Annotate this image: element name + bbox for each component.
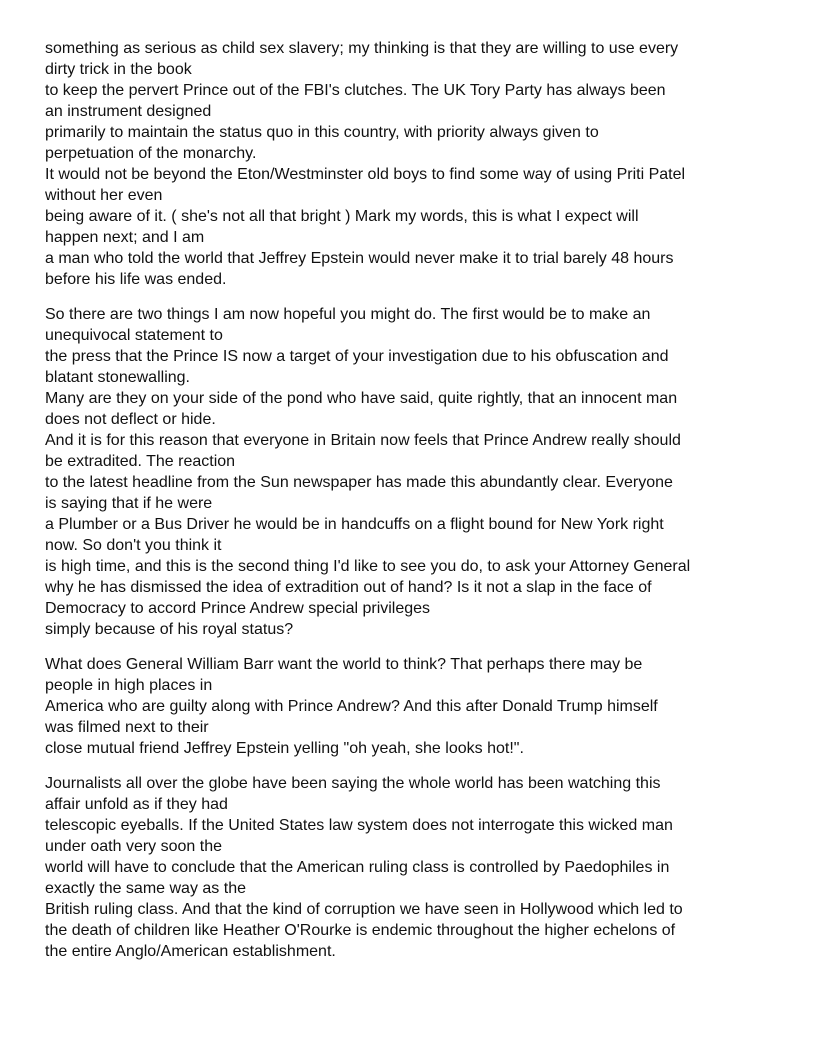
text-line: to keep the pervert Prince out of the FBI's clutches. The UK Tory Party has always been bbox=[45, 82, 666, 99]
text-line: the entire Anglo/American establishment. bbox=[45, 943, 336, 960]
text-line: telescopic eyeballs. If the United States law system does not interrogate this wicked man bbox=[45, 817, 673, 834]
text-line: Democracy to accord Prince Andrew special privileges bbox=[45, 600, 431, 617]
text-line: be extradited. The reaction bbox=[45, 453, 236, 470]
text-line: does not deflect or hide. bbox=[45, 411, 216, 428]
text-line: It would not be beyond the Eton/Westminster old boys to find some way of using Priti Patel bbox=[45, 166, 686, 183]
text-line: happen next; and I am bbox=[45, 229, 205, 246]
text-line: unequivocal statement to bbox=[45, 327, 223, 344]
text-line: people in high places in bbox=[45, 677, 213, 694]
text-line: is high time, and this is the second thing I'd like to see you do, to ask your Attorney General bbox=[45, 558, 691, 575]
text-line: And it is for this reason that everyone in Britain now feels that Prince Andrew really should bbox=[45, 432, 681, 449]
text-line: now. So don't you think it bbox=[45, 537, 222, 554]
text-line: primarily to maintain the status quo in this country, with priority always given to bbox=[45, 124, 599, 141]
text-line: world will have to conclude that the American ruling class is controlled by Paedophiles in bbox=[45, 859, 670, 876]
text-line: British ruling class. And that the kind of corruption we have seen in Hollywood which led to bbox=[45, 901, 683, 918]
text-line: being aware of it. ( she's not all that bright ) Mark my words, this is what I expect will bbox=[45, 208, 639, 225]
text-line: exactly the same way as the bbox=[45, 880, 246, 897]
document-page bbox=[45, 38, 780, 976]
text-line: an instrument designed bbox=[45, 103, 212, 120]
text-line: Many are they on your side of the pond who have said, quite rightly, that an innocent man bbox=[45, 390, 678, 407]
text-line: to the latest headline from the Sun newspaper has made this abundantly clear. Everyone bbox=[45, 474, 673, 491]
text-line: Journalists all over the globe have been saying the whole world has been watching this bbox=[45, 775, 661, 792]
paragraph-1 bbox=[45, 38, 780, 290]
text-line: simply because of his royal status? bbox=[45, 621, 294, 638]
text-line: why he has dismissed the idea of extradition out of hand? Is it not a slap in the face of bbox=[45, 579, 652, 596]
text-line: close mutual friend Jeffrey Epstein yelling "oh yeah, she looks hot!". bbox=[45, 740, 524, 757]
text-line: the death of children like Heather O'Rourke is endemic throughout the higher echelons of bbox=[45, 922, 676, 939]
text-line: affair unfold as if they had bbox=[45, 796, 228, 813]
text-line: a Plumber or a Bus Driver he would be in handcuffs on a flight bound for New York right bbox=[45, 516, 664, 533]
text-line: So there are two things I am now hopeful you might do. The first would be to make an bbox=[45, 306, 651, 323]
text-line: was filmed next to their bbox=[45, 719, 209, 736]
text-line: the press that the Prince IS now a target of your investigation due to his obfuscation and bbox=[45, 348, 669, 365]
text-line: something as serious as child sex slavery; my thinking is that they are willing to use every bbox=[45, 40, 679, 57]
paragraph-3 bbox=[45, 654, 780, 759]
paragraph-4 bbox=[45, 773, 780, 962]
text-line: blatant stonewalling. bbox=[45, 369, 190, 386]
text-line: What does General William Barr want the world to think? That perhaps there may be bbox=[45, 656, 643, 673]
text-line: America who are guilty along with Prince Andrew? And this after Donald Trump himself bbox=[45, 698, 658, 715]
text-line: a man who told the world that Jeffrey Epstein would never make it to trial barely 48 hours bbox=[45, 250, 674, 267]
text-line: before his life was ended. bbox=[45, 271, 227, 288]
text-line: perpetuation of the monarchy. bbox=[45, 145, 257, 162]
text-line: dirty trick in the book bbox=[45, 61, 192, 78]
text-line: without her even bbox=[45, 187, 163, 204]
text-line: under oath very soon the bbox=[45, 838, 223, 855]
paragraph-2 bbox=[45, 304, 780, 640]
text-line: is saying that if he were bbox=[45, 495, 213, 512]
